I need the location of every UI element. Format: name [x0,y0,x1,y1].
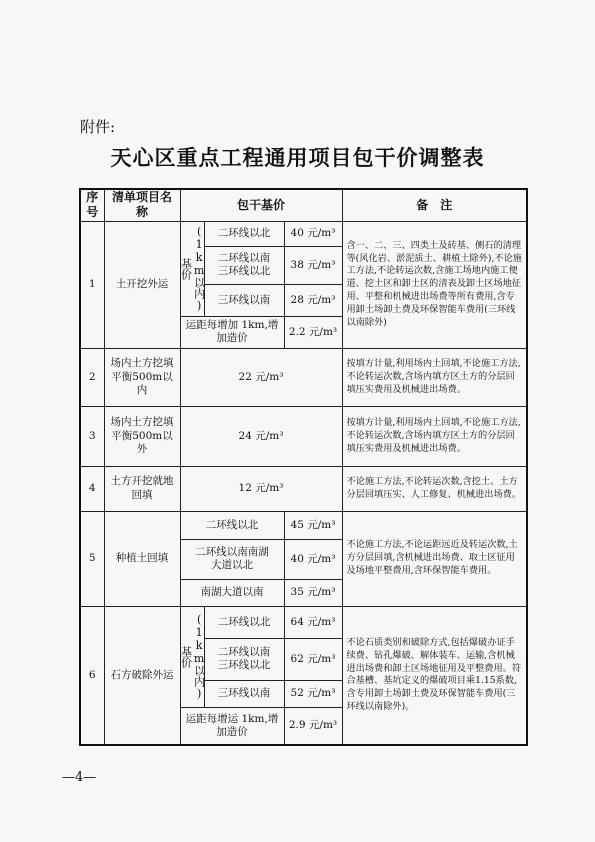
tier-label: 三环线以南 [204,284,284,316]
row-name: 土方开挖就地回填 [104,466,180,511]
tier-label: 二环线以南 三环线以北 [204,246,284,284]
base-label: 基价 [179,257,193,280]
tier-price: 28 元/m³ [284,284,342,316]
row-note: 不论施工方法,不论运距远近及转运次数,土方分层回填,含机械进出场费、取土区征用及场地平整费用,含环保智能车费用。 [342,511,527,606]
tier-price: 40 元/m³ [284,221,342,246]
extra-distance-label: 运距每增加 1km,增加造价 [180,316,284,348]
row-no: 5 [80,511,104,606]
tier-label: 二环线以南南湖 大道以北 [180,539,284,579]
header-no: 序号 [80,189,104,221]
tier-label: 二环线以北 [204,221,284,246]
tier-label: 二环线以北 [180,511,284,539]
extra-distance-price: 2.2 元/m³ [284,316,342,348]
row-no: 1 [80,221,104,348]
table-row [80,511,527,539]
row-no: 2 [80,348,104,406]
tier-label: 二环线以南 三环线以北 [204,638,284,680]
row-price: 12 元/m³ [180,466,342,511]
tier-price: 64 元/m³ [284,606,342,638]
extra-distance-label: 运距每增运 1km,增加造价 [180,707,284,745]
table-row [80,406,527,466]
header-price: 包干基价 [180,189,342,221]
tier-price: 35 元/m³ [284,579,342,606]
base-range-label: (1km以内) [192,225,206,313]
row-name: 土开挖外运 [104,221,180,348]
row-no: 3 [80,406,104,466]
row-note: 含一、二、三、四类土及砖基、侧石的清理等(风化岩、淤泥质土、耕植土除外),不论施工方法,不论转运次数,含施工场地内施工便道、挖土区和卸土区的清表及卸土区场地征用、平整和机械进出场费等所有费用,含专用卸土场卸土费及环保智能车费用(三环线以南除外) [342,221,527,348]
row-note: 按填方计量,利用场内土回填,不论施工方法,不论转运次数,含场内填方区土方的分层回填压实费用及机械进出场费。 [342,406,527,466]
table-row [80,221,527,246]
header-item: 清单项目名称 [104,189,180,221]
attachment-label: 附件: [80,118,116,136]
tier-price: 40 元/m³ [284,539,342,579]
tier-label: 三环线以南 [204,680,284,707]
base-range-label: (1km以内) [192,613,206,701]
row-no: 6 [80,606,104,745]
page-number: —4— [62,770,97,785]
extra-distance-price: 2.9 元/m³ [284,707,342,745]
table-row [80,606,527,638]
table-row [80,466,527,511]
table-header-row [80,189,527,221]
base-label: 基价 [179,645,193,668]
row-note: 按填方计量,利用场内土回填,不论施工方法,不论转运次数,含场内填方区土方的分层回填压实费用及机械进出场费。 [342,348,527,406]
base-price-label [180,606,204,707]
tier-price: 62 元/m³ [284,638,342,680]
row-note: 不论施工方法,不论转运次数,含挖土、土方分层回填压实、人工修复、机械进出场费。 [342,466,527,511]
row-no: 4 [80,466,104,511]
row-name: 种植土回填 [104,511,180,606]
header-note: 备 注 [342,189,527,221]
row-name: 石方破除外运 [104,606,180,745]
tier-price: 45 元/m³ [284,511,342,539]
row-price: 24 元/m³ [180,406,342,466]
row-name: 场内土方挖填平衡500m以外 [104,406,180,466]
table-row [80,348,527,406]
row-price: 22 元/m³ [180,348,342,406]
row-note: 不论石质类别和破除方式,包括爆破办证手续费、钻孔爆破、解体装车、运输,含机械进出场费和卸土区场地征用及平整费用。符合基槽、基坑定义的爆破项目乘1.15系数,含专用卸土场卸土费及环保智能车费用(三环线以南除外)。 [342,606,527,745]
tier-label: 南湖大道以南 [180,579,284,606]
price-table [79,188,528,746]
tier-price: 52 元/m³ [284,680,342,707]
tier-label: 二环线以北 [204,606,284,638]
row-name: 场内土方挖填平衡500m以内 [104,348,180,406]
base-price-label [180,221,204,316]
page-title: 天心区重点工程通用项目包干价调整表 [110,145,485,170]
tier-price: 38 元/m³ [284,246,342,284]
